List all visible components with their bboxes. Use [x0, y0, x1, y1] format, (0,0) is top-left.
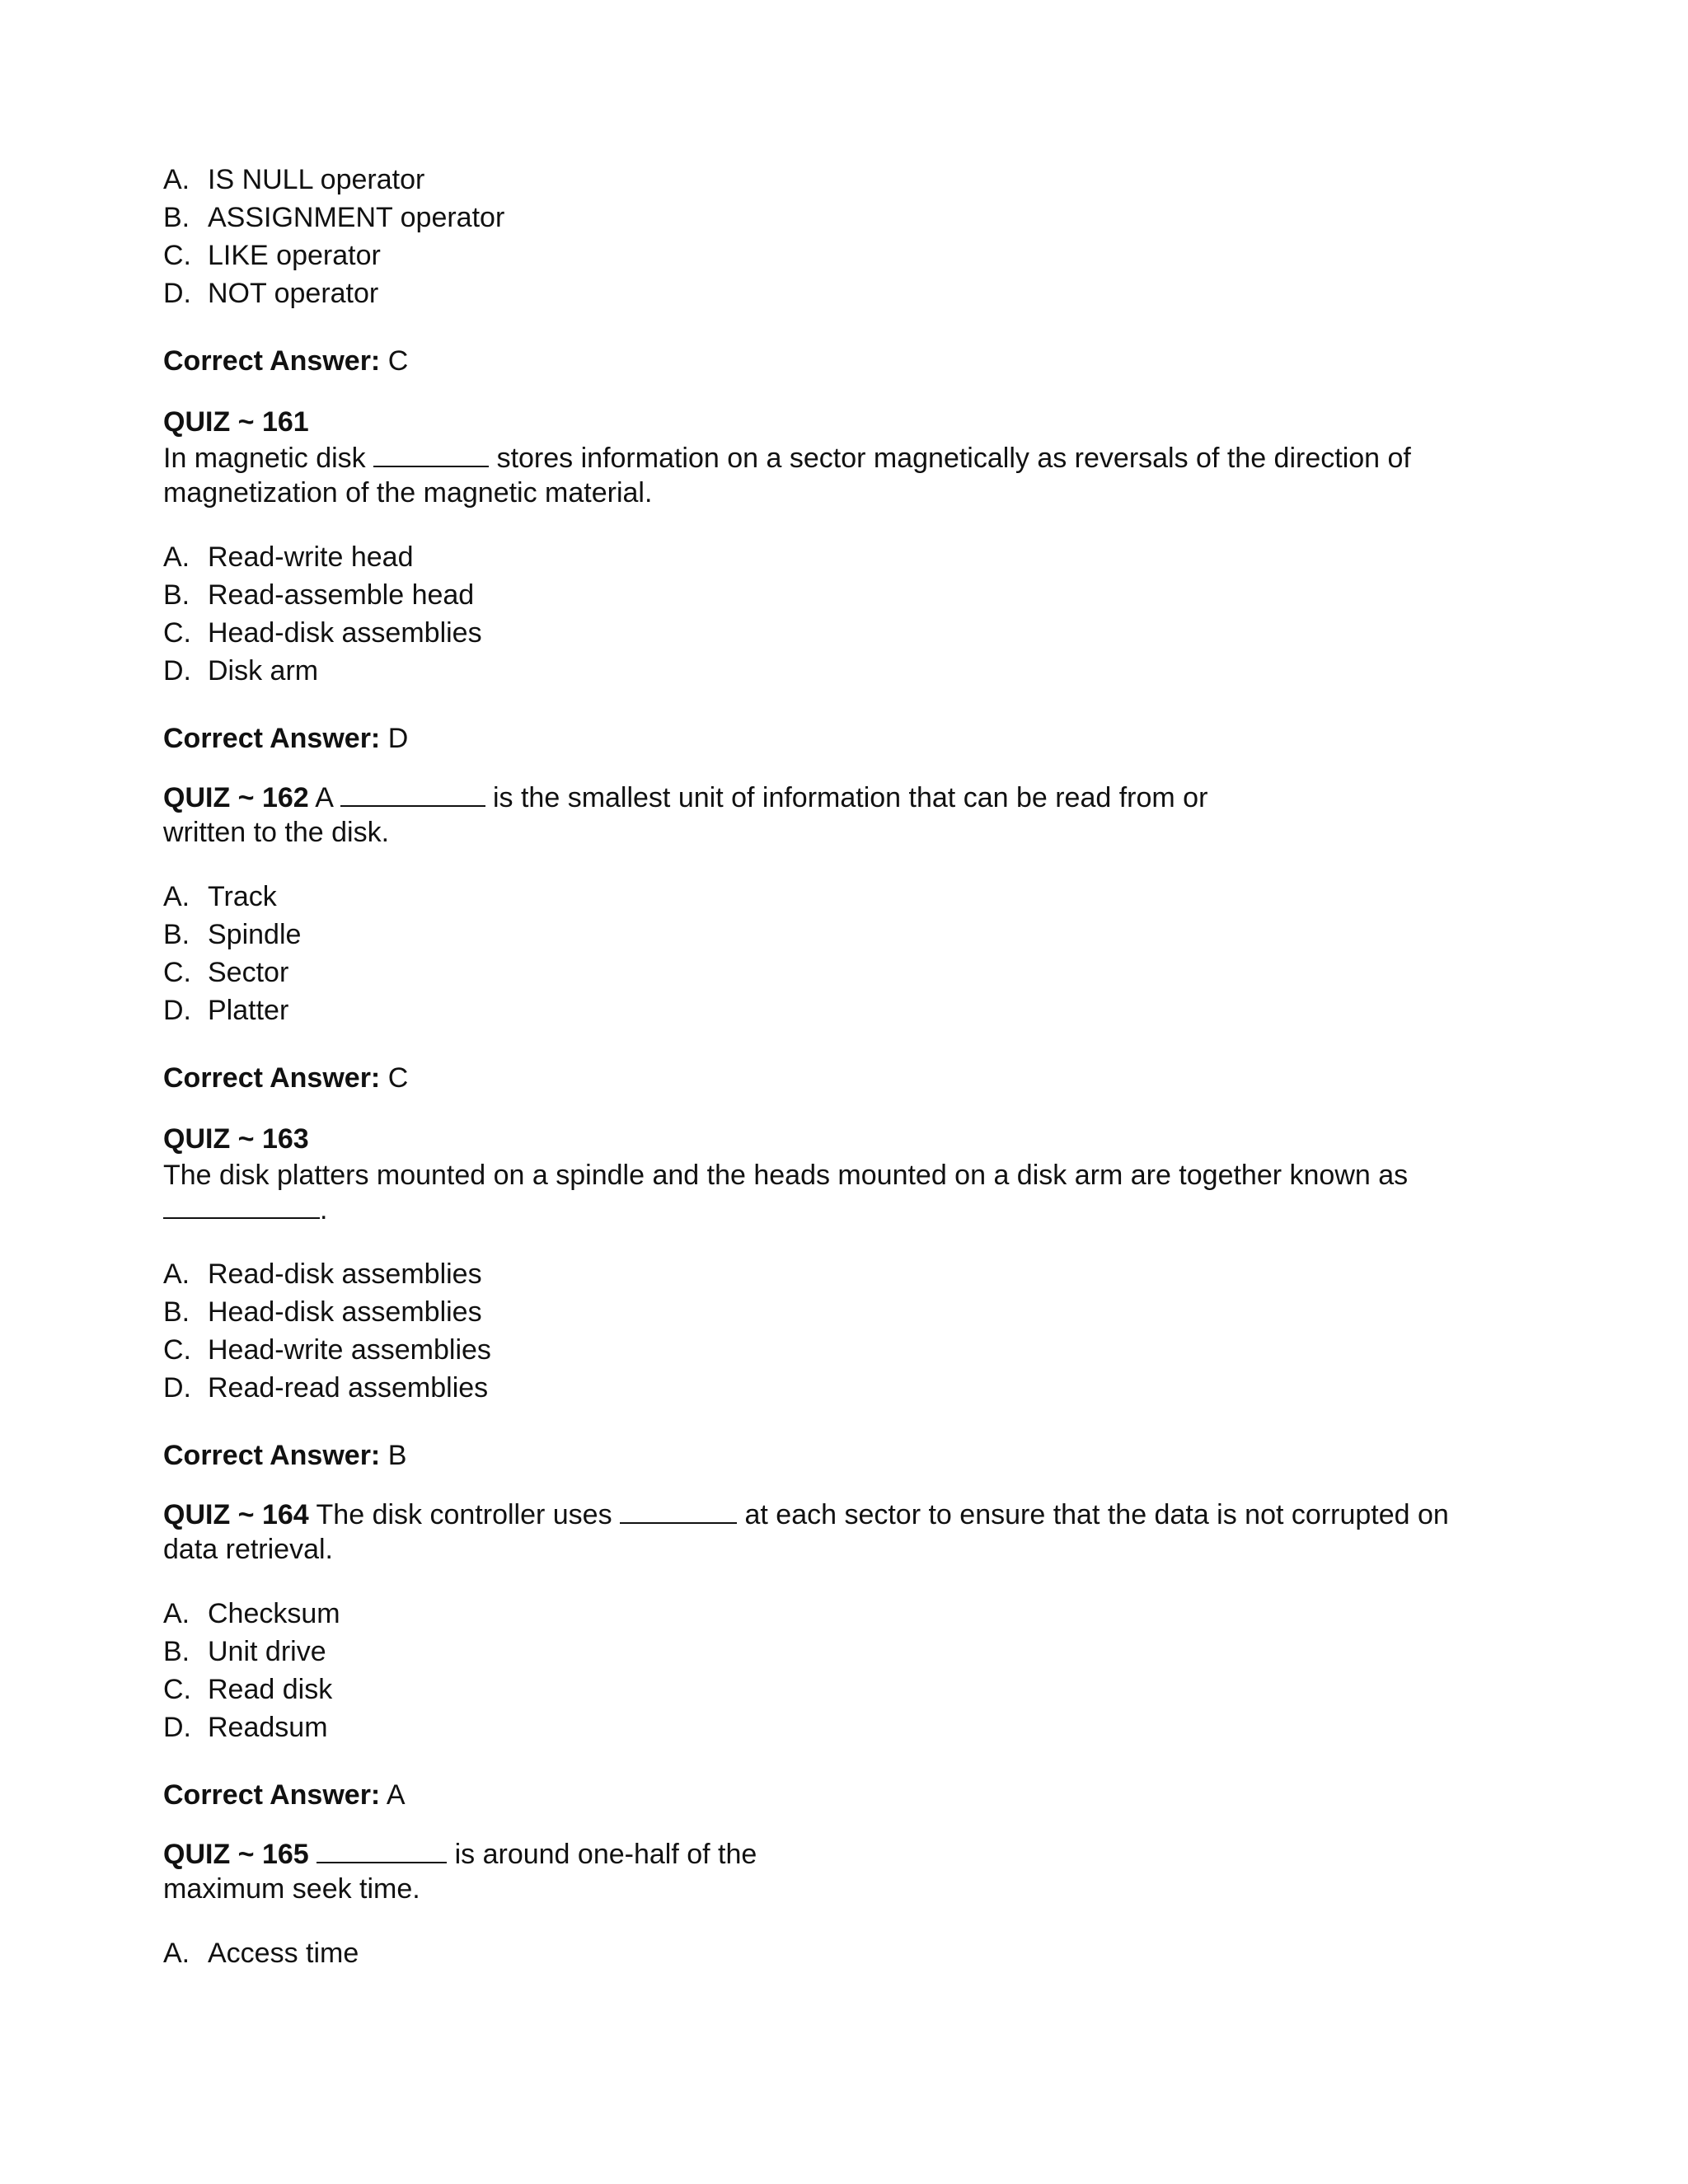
quiz-161	[163, 403, 1449, 757]
option-letter: A.	[163, 881, 190, 912]
option-letter: C.	[163, 1674, 191, 1705]
option-letter: C.	[163, 240, 191, 271]
correct-answer-value: B	[387, 1440, 407, 1471]
option-letter: D.	[163, 995, 191, 1026]
option-text: Platter	[208, 995, 289, 1026]
question-line	[163, 1497, 1449, 1532]
question-line	[163, 441, 1449, 476]
option-text: Head-disk assemblies	[208, 617, 482, 649]
option-letter: A.	[163, 541, 190, 573]
option-letter: B.	[163, 202, 190, 233]
question-text	[163, 1158, 1449, 1227]
question-fragment: stores information on a sector magnetically as reversals of the direction of	[489, 443, 1411, 474]
answer-blank	[373, 441, 489, 467]
option-text: Unit drive	[208, 1636, 326, 1667]
option-text: LIKE operator	[208, 240, 381, 271]
option-text: IS NULL operator	[208, 164, 425, 195]
correct-answer-label: Correct Answer:	[163, 1440, 381, 1471]
quiz-heading: QUIZ ~ 164	[163, 1499, 309, 1530]
option	[163, 237, 1449, 274]
option	[163, 1708, 1449, 1746]
question-line: magnetization of the magnetic material.	[163, 477, 653, 509]
answer-blank	[163, 1193, 320, 1219]
quiz-heading: QUIZ ~ 165	[163, 1839, 309, 1870]
answer-blank	[340, 780, 485, 807]
option	[163, 1633, 1449, 1671]
option-text: ASSIGNMENT operator	[208, 202, 505, 233]
option	[163, 1595, 1449, 1633]
option	[163, 1369, 1449, 1407]
document-page	[163, 161, 1449, 1972]
question-line	[163, 780, 1449, 815]
option-letter: A.	[163, 1598, 190, 1629]
option	[163, 1255, 1449, 1293]
option	[163, 652, 1449, 690]
question-fragment: .	[320, 1194, 328, 1226]
option-letter: C.	[163, 1334, 191, 1366]
question-line: written to the disk.	[163, 817, 390, 848]
question-text	[163, 441, 1449, 510]
options-list	[163, 538, 1449, 690]
option	[163, 161, 1449, 199]
question-line: The disk platters mounted on a spindle and the heads mounted on a disk arm are together known as	[163, 1160, 1409, 1191]
option	[163, 1934, 1449, 1972]
option	[163, 1331, 1449, 1369]
option-text: NOT operator	[208, 278, 379, 309]
option-letter: B.	[163, 919, 190, 950]
question-text	[163, 780, 1449, 850]
quiz-heading: QUIZ ~ 161	[163, 406, 309, 438]
question-line	[163, 1193, 1449, 1227]
correct-answer-value: A	[386, 1779, 406, 1811]
option	[163, 878, 1449, 916]
question-fragment: A	[308, 782, 340, 813]
correct-answer-label: Correct Answer:	[163, 1062, 381, 1094]
correct-answer	[163, 1776, 1449, 1814]
option-letter: C.	[163, 617, 191, 649]
question-fragment: is around one-half of the	[447, 1839, 757, 1870]
option-text: Head-disk assemblies	[208, 1296, 482, 1328]
options-list	[163, 1595, 1449, 1746]
option-letter: B.	[163, 1296, 190, 1328]
options-list	[163, 161, 1449, 312]
correct-answer-label: Correct Answer:	[163, 345, 381, 377]
question-text	[163, 1497, 1449, 1567]
option-letter: D.	[163, 655, 191, 687]
option	[163, 538, 1449, 576]
option-text: Head-write assemblies	[208, 1334, 491, 1366]
option-text: Track	[208, 881, 277, 912]
option-text: Read-assemble head	[208, 579, 475, 611]
options-list	[163, 1255, 1449, 1407]
option-text: Sector	[208, 957, 289, 988]
question-line	[163, 1837, 1449, 1872]
quiz-164	[163, 1497, 1449, 1814]
correct-answer-value: D	[387, 723, 409, 754]
question-fragment: at each sector to ensure that the data is not corrupted on	[737, 1499, 1449, 1530]
option-text: Checksum	[208, 1598, 340, 1629]
question-fragment	[309, 1839, 316, 1870]
correct-answer-label: Correct Answer:	[163, 723, 381, 754]
option	[163, 274, 1449, 312]
question-fragment: is the smallest unit of information that can be read from or	[485, 782, 1208, 813]
options-list	[163, 878, 1449, 1029]
correct-answer	[163, 719, 1449, 757]
option	[163, 916, 1449, 954]
quiz-heading: QUIZ ~ 163	[163, 1123, 309, 1155]
quiz-163	[163, 1120, 1449, 1474]
option	[163, 954, 1449, 991]
option-letter: A.	[163, 1258, 190, 1290]
answer-blank	[316, 1837, 447, 1863]
option-letter: D.	[163, 1372, 191, 1404]
option-text: Read-write head	[208, 541, 414, 573]
quiz-heading: QUIZ ~ 162	[163, 782, 309, 813]
correct-answer-label: Correct Answer:	[163, 1779, 381, 1811]
option	[163, 576, 1449, 614]
question-text	[163, 1837, 1449, 1906]
question-fragment: The disk controller uses	[308, 1499, 621, 1530]
correct-answer	[163, 1059, 1449, 1097]
option-letter: A.	[163, 164, 190, 195]
option-text: Disk arm	[208, 655, 319, 687]
options-list	[163, 1934, 1449, 1972]
quiz-165	[163, 1837, 1449, 1972]
option-text: Read disk	[208, 1674, 333, 1705]
question-line: data retrieval.	[163, 1534, 333, 1565]
option-letter: B.	[163, 579, 190, 611]
quiz-162	[163, 780, 1449, 1097]
option	[163, 1293, 1449, 1331]
option	[163, 1671, 1449, 1708]
correct-answer-value: C	[387, 1062, 409, 1094]
correct-answer-value: C	[387, 345, 409, 377]
option-text: Spindle	[208, 919, 302, 950]
question-line: maximum seek time.	[163, 1873, 420, 1905]
option-text: Read-disk assemblies	[208, 1258, 482, 1290]
option-text: Read-read assemblies	[208, 1372, 489, 1404]
option-text: Access time	[208, 1938, 359, 1969]
option	[163, 199, 1449, 237]
option	[163, 614, 1449, 652]
option-letter: D.	[163, 1712, 191, 1743]
answer-blank	[620, 1497, 737, 1524]
option-text: Readsum	[208, 1712, 328, 1743]
correct-answer	[163, 342, 1449, 380]
option-letter: C.	[163, 957, 191, 988]
option-letter: A.	[163, 1938, 190, 1969]
question-fragment: In magnetic disk	[163, 443, 374, 474]
correct-answer	[163, 1436, 1449, 1474]
option-letter: B.	[163, 1636, 190, 1667]
option-letter: D.	[163, 278, 191, 309]
option	[163, 991, 1449, 1029]
